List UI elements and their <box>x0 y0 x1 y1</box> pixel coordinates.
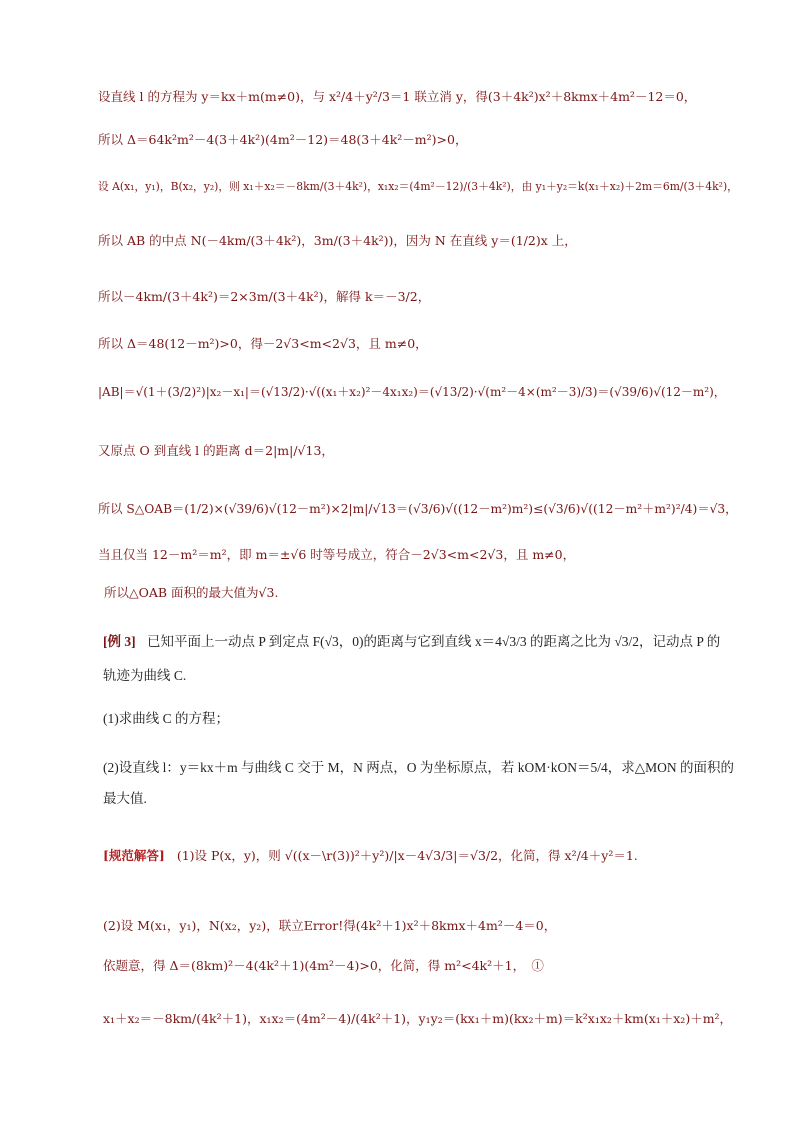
question-2-line-2: 最大值. <box>103 791 147 806</box>
solution-line-11: 所以△OAB 面积的最大值为√3. <box>104 585 279 600</box>
question-1: (1)求曲线 C 的方程； <box>103 711 229 726</box>
example-line-1 <box>103 633 743 651</box>
answer-line-4: x₁＋x₂＝－8km/(4k²＋1)，x₁x₂＝(4m²－4)/(4k²＋1)，y₁y₂＝(kx₁＋m)(kx₂＋m)＝k²x₁x₂＋km(x₁＋x₂)＋m²， <box>103 1011 733 1026</box>
question-2-line-1: (2)设直线 l：y＝kx＋m 与曲线 C 交于 M，N 两点，O 为坐标原点，若 kOM·kON＝5/4，求△MON 的面积的 <box>103 760 735 775</box>
solution-line-2: 所以 Δ＝64k²m²－4(3＋4k²)(4m²－12)＝48(3＋4k²－m²)>0， <box>98 132 468 147</box>
answer-tag: [规范解答] <box>103 848 165 863</box>
example-line-2: 轨迹为曲线 C. <box>103 668 187 683</box>
answer-line-1 <box>103 847 743 865</box>
solution-line-3: 设 A(x₁，y₁)，B(x₂，y₂)，则 x₁＋x₂＝－8km/(3＋4k²)，x₁x₂＝(4m²－12)/(3＋4k²)，由 y₁＋y₂＝k(x₁＋x₂)＋2m＝6m/(3＋4k²)， <box>98 180 738 193</box>
example-tag: [例 3] <box>103 634 136 649</box>
solution-line-8: 又原点 O 到直线 l 的距离 d＝2|m|/√13， <box>98 443 334 458</box>
answer-line-3: 依题意，得 Δ＝(8km)²－4(4k²＋1)(4m²－4)>0，化简，得 m²<4k²＋1， ① <box>103 958 544 973</box>
answer-text-1: (1)设 P(x，y)，则 √((x－\r(3))²＋y²)/|x－4√3/3|＝√3/2，化简，得 x²/4＋y²＝1. <box>176 848 638 863</box>
solution-line-5: 所以－4km/(3＋4k²)＝2×3m/(3＋4k²)，解得 k＝－3/2， <box>98 289 431 304</box>
solution-line-6: 所以 Δ＝48(12－m²)>0，得－2√3<m<2√3，且 m≠0， <box>98 336 428 351</box>
example-text-1: 已知平面上一动点 P 到定点 F(√3，0)的距离与它到直线 x＝4√3/3 的距离之比为 √3/2，记动点 P 的 <box>147 634 721 649</box>
solution-line-4: 所以 AB 的中点 N(－4km/(3＋4k²)，3m/(3＋4k²))，因为 N 在直线 y＝(1/2)x 上， <box>98 233 577 248</box>
solution-line-10: 当且仅当 12－m²＝m²，即 m＝±√6 时等号成立，符合－2√3<m<2√3，且 m≠0， <box>98 547 576 562</box>
solution-line-7: |AB|＝√(1＋(3/2)²)|x₂－x₁|＝(√13/2)·√((x₁＋x₂)²－4x₁x₂)＝(√13/2)·√(m²－4×(m²－3)/3)＝(√39/6)√(12－m²)， <box>98 385 726 399</box>
solution-line-9: 所以 S△OAB＝(1/2)×(√39/6)√(12－m²)×2|m|/√13＝(√3/6)√((12－m²)m²)≤(√3/6)√((12－m²＋m²)²/4)＝√3， <box>98 502 738 516</box>
answer-line-2: (2)设 M(x₁，y₁)，N(x₂，y₂)，联立Error!得(4k²＋1)x²＋8kmx＋4m²－4＝0， <box>103 918 557 933</box>
solution-line-1: 设直线 l 的方程为 y＝kx＋m(m≠0)，与 x²/4＋y²/3＝1 联立消 y，得(3＋4k²)x²＋8kmx＋4m²－12＝0， <box>98 89 697 104</box>
